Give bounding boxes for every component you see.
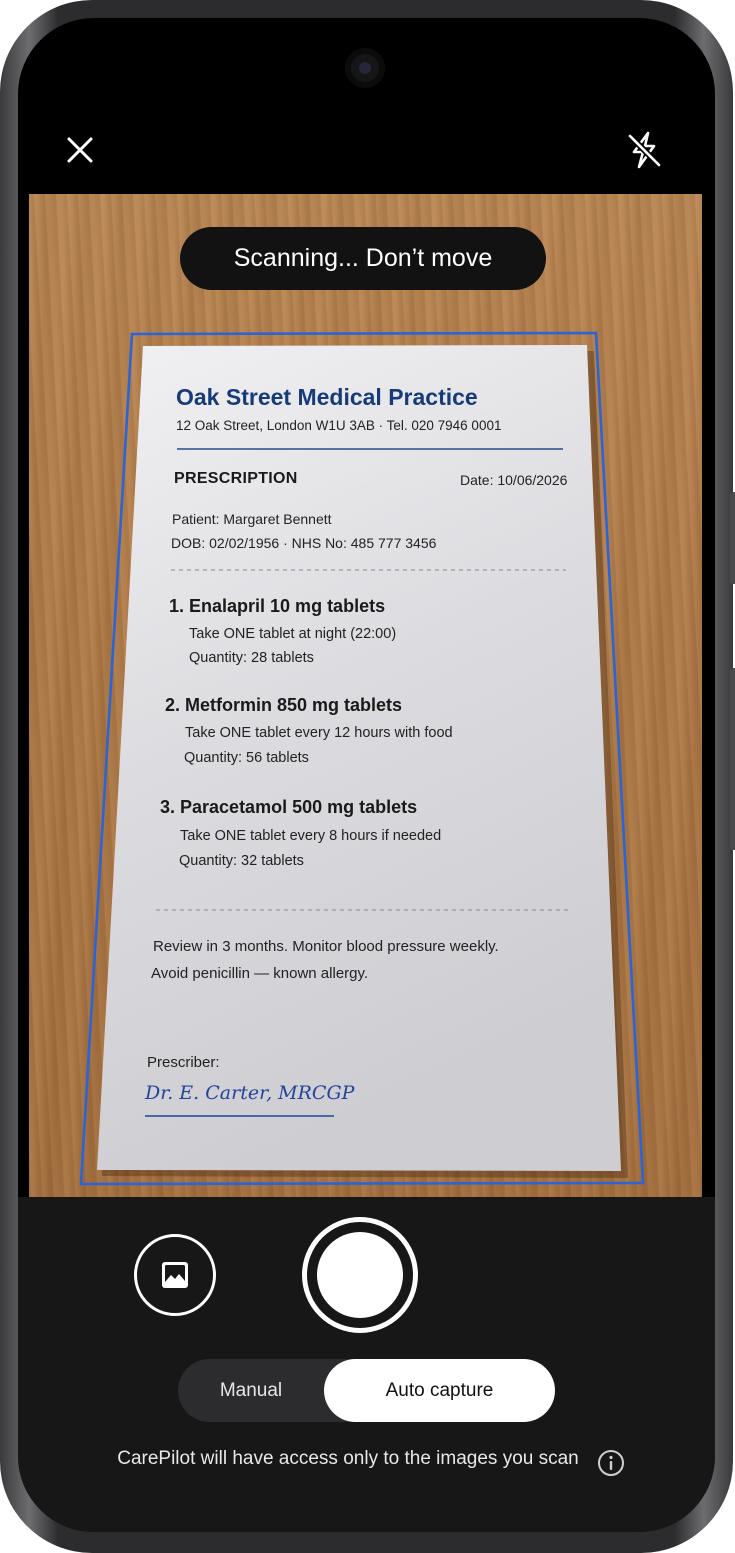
info-icon [597, 1449, 625, 1477]
review-note: Review in 3 months. Monitor blood pressure weekly. [153, 938, 499, 955]
practice-address: 12 Oak Street, London W1U 3AB · Tel. 020 7946 0001 [176, 418, 502, 433]
close-icon [66, 136, 94, 164]
medication-instructions: Take ONE tablet every 12 hours with food [185, 725, 453, 741]
info-button[interactable] [597, 1449, 625, 1477]
prescription-heading: PRESCRIPTION [174, 470, 298, 487]
medication-title: 3. Paracetamol 500 mg tablets [160, 797, 418, 817]
mode-auto-capture[interactable]: Auto capture [324, 1359, 555, 1422]
patient-dob-nhs: DOB: 02/02/1956 · NHS No: 485 777 3456 [171, 535, 437, 551]
scanned-document [29, 194, 702, 1197]
access-notice: CarePilot will have access only to the images you scan [117, 1448, 579, 1469]
document-text [29, 194, 702, 1197]
front-camera [345, 48, 385, 88]
medication-instructions: Take ONE tablet every 8 hours if needed [180, 828, 442, 844]
mode-manual[interactable]: Manual [219, 1379, 283, 1401]
allergy-note: Avoid penicillin — known allergy. [151, 965, 369, 982]
prescription-date: Date: 10/06/2026 [460, 472, 568, 488]
scanning-status: Scanning... Don’t move [180, 227, 546, 290]
medication-title: 1. Enalapril 10 mg tablets [169, 596, 386, 616]
shutter-inner [317, 1232, 403, 1318]
close-button[interactable] [56, 126, 104, 174]
phone-screen [18, 18, 715, 1532]
patient-name: Patient: Margaret Bennett [172, 511, 332, 527]
image-gallery-icon [160, 1260, 190, 1290]
medication-quantity: Quantity: 32 tablets [179, 853, 304, 869]
capture-controls [18, 1197, 715, 1532]
medication-instructions: Take ONE tablet at night (22:00) [189, 626, 397, 642]
shutter-button[interactable] [302, 1217, 418, 1333]
practice-name: Oak Street Medical Practice [176, 384, 478, 410]
flash-off-icon [624, 130, 664, 170]
medication-quantity: Quantity: 56 tablets [184, 750, 309, 766]
prescriber-label: Prescriber: [147, 1054, 220, 1071]
camera-viewfinder [29, 194, 702, 1197]
volume-button [730, 492, 735, 584]
gallery-button[interactable] [134, 1234, 216, 1316]
medication-quantity: Quantity: 28 tablets [189, 650, 314, 666]
prescriber-signature: Dr. E. Carter, MRCGP [145, 1082, 355, 1104]
medication-title: 2. Metformin 850 mg tablets [165, 695, 403, 715]
capture-mode-toggle [178, 1359, 555, 1422]
flash-toggle-button[interactable] [620, 126, 668, 174]
power-button [730, 668, 735, 850]
